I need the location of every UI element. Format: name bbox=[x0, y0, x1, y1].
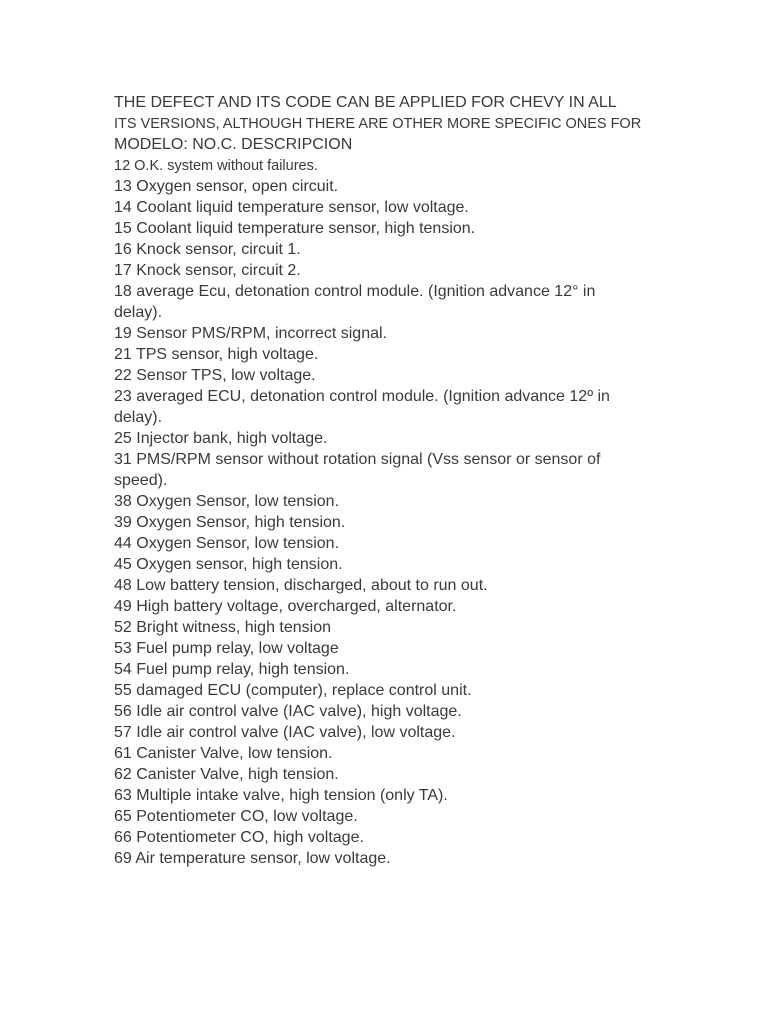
code-item: 31 PMS/RPM sensor without rotation signal (Vss sensor or sensor of speed). bbox=[114, 451, 601, 489]
code-item: 18 average Ecu, detonation control module. (Ignition advance 12° in delay). bbox=[114, 283, 596, 321]
code-item: 16 Knock sensor, circuit 1. bbox=[114, 241, 301, 258]
heading-line-2: ITS VERSIONS, ALTHOUGH THERE ARE OTHER MORE SPECIFIC ONES FOR bbox=[114, 116, 642, 132]
code-item: 22 Sensor TPS, low voltage. bbox=[114, 367, 316, 384]
code-item: 62 Canister Valve, high tension. bbox=[114, 766, 339, 783]
code-item: 19 Sensor PMS/RPM, incorrect signal. bbox=[114, 325, 387, 342]
code-item: 23 averaged ECU, detonation control module. (Ignition advance 12º in delay). bbox=[114, 388, 610, 426]
code-item: 49 High battery voltage, overcharged, alternator. bbox=[114, 598, 457, 615]
code-item: 54 Fuel pump relay, high tension. bbox=[114, 661, 350, 678]
code-item: 45 Oxygen sensor, high tension. bbox=[114, 556, 343, 573]
code-item: 66 Potentiometer CO, high voltage. bbox=[114, 829, 364, 846]
code-item: 38 Oxygen Sensor, low tension. bbox=[114, 493, 340, 510]
code-item: 61 Canister Valve, low tension. bbox=[114, 745, 333, 762]
code-item: 63 Multiple intake valve, high tension (only TA). bbox=[114, 787, 448, 804]
code-item: 55 damaged ECU (computer), replace control unit. bbox=[114, 682, 472, 699]
intro-code: 12 O.K. system without failures. bbox=[114, 158, 318, 174]
document-body bbox=[114, 92, 642, 869]
heading-line-1: THE DEFECT AND ITS CODE CAN BE APPLIED FOR CHEVY IN ALL bbox=[114, 94, 617, 111]
code-item: 53 Fuel pump relay, low voltage bbox=[114, 640, 339, 657]
code-item: 13 Oxygen sensor, open circuit. bbox=[114, 178, 339, 195]
code-item: 17 Knock sensor, circuit 2. bbox=[114, 262, 301, 279]
code-item: 21 TPS sensor, high voltage. bbox=[114, 346, 319, 363]
code-item: 56 Idle air control valve (IAC valve), high voltage. bbox=[114, 703, 462, 720]
code-item: 44 Oxygen Sensor, low tension. bbox=[114, 535, 340, 552]
code-item: 57 Idle air control valve (IAC valve), low voltage. bbox=[114, 724, 456, 741]
code-item: 25 Injector bank, high voltage. bbox=[114, 430, 328, 447]
code-item: 69 Air temperature sensor, low voltage. bbox=[114, 850, 391, 867]
code-item: 48 Low battery tension, discharged, about to run out. bbox=[114, 577, 488, 594]
code-list bbox=[114, 176, 634, 869]
code-item: 14 Coolant liquid temperature sensor, low voltage. bbox=[114, 199, 469, 216]
heading-line-3: MODELO: NO.C. DESCRIPCION bbox=[114, 136, 353, 153]
code-item: 39 Oxygen Sensor, high tension. bbox=[114, 514, 346, 531]
code-item: 65 Potentiometer CO, low voltage. bbox=[114, 808, 358, 825]
code-item: 15 Coolant liquid temperature sensor, high tension. bbox=[114, 220, 476, 237]
code-item: 52 Bright witness, high tension bbox=[114, 619, 332, 636]
